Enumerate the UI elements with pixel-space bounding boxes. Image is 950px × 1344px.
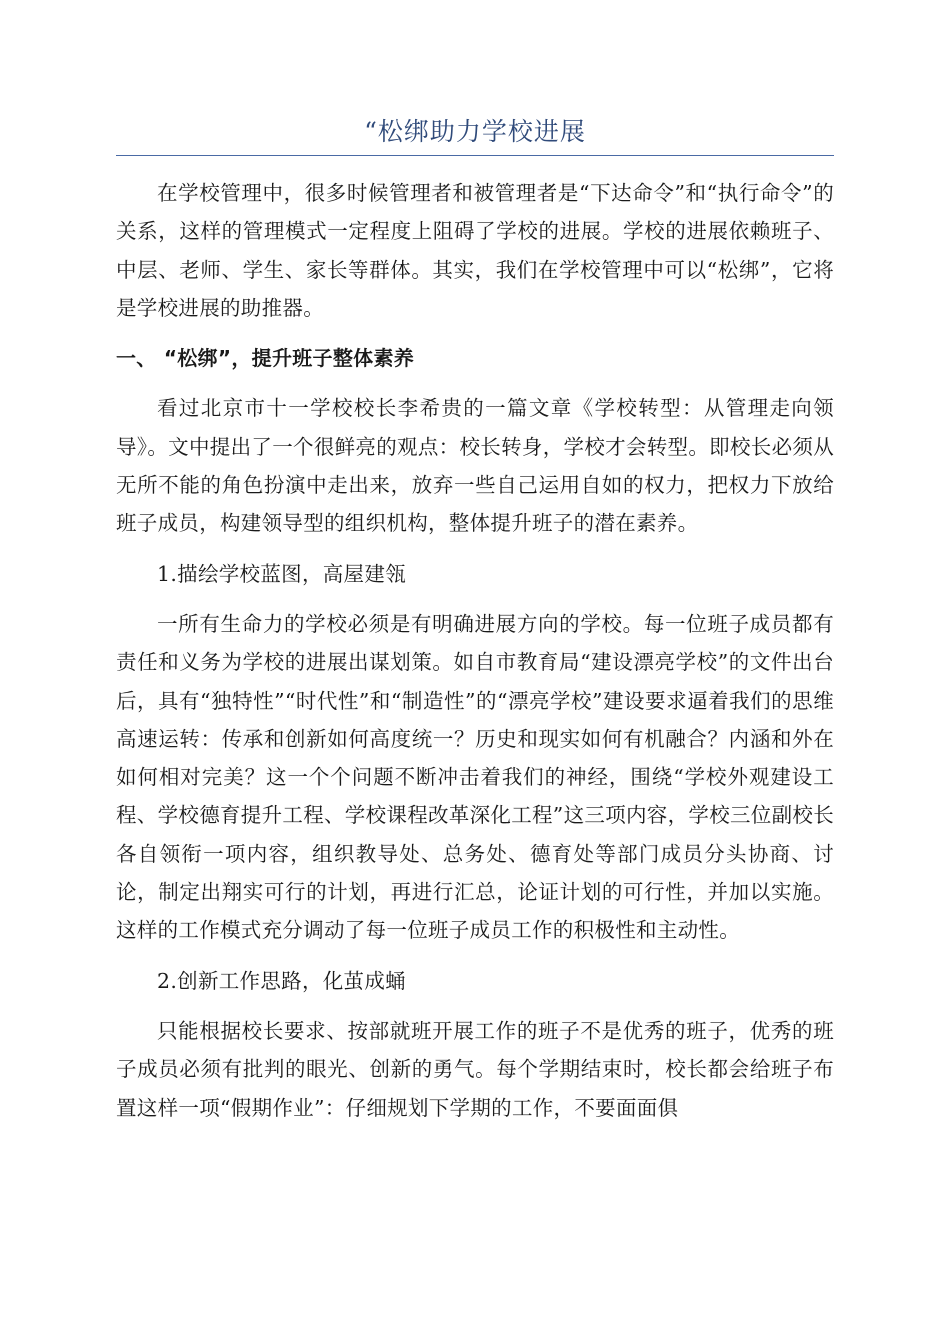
subsection-1-heading: 1.描绘学校蓝图，高屋建瓴: [157, 561, 406, 586]
section-1-paragraph: 看过北京市十一学校校长李希贵的一篇文章《学校转型：从管理走向领导》。文中提出了一个很鲜亮的观点：校长转身，学校才会转型。即校长必须从无所不能的角色扮演中走出来，放弃一些自己运用自如的权力，把权力下放给班子成员，构建领导型的组织机构，整体提升班子的潜在素养。: [116, 396, 834, 536]
subsection-2-paragraph: 只能根据校长要求、按部就班开展工作的班子不是优秀的班子，优秀的班子成员必须有批判的眼光、创新的勇气。每个学期结束时，校长都会给班子布置这样一项“假期作业”：仔细规划下学期的工作，不要面面俱: [116, 1018, 834, 1120]
document-page: [116, 112, 834, 1139]
document-title: “松绑助力学校进展: [116, 112, 834, 156]
subsection-1-paragraph: 一所有生命力的学校必须是有明确进展方向的学校。每一位班子成员都有责任和义务为学校的进展出谋划策。如自市教育局“建设漂亮学校”的文件出台后，具有“独特性”“时代性”和“制造性”的“漂亮学校”建设要求逼着我们的思维高速运转：传承和创新如何高度统一？历史和现实如何有机融合？内涵和外在如何相对完美？这一个个问题不断冲击着我们的神经，围绕“学校外观建设工程、学校德育提升工程、学校课程改革深化工程”这三项内容，学校三位副校长各自领衔一项内容，组织教导处、总务处、德育处等部门成员分头协商、讨论，制定出翔实可行的计划，再进行汇总，论证计划的可行性，并加以实施。这样的工作模式充分调动了每一位班子成员工作的积极性和主动性。: [116, 611, 834, 943]
intro-paragraph: 在学校管理中，很多时候管理者和被管理者是“下达命令”和“执行命令”的关系，这样的管理模式一定程度上阻碍了学校的进展。学校的进展依赖班子、中层、老师、学生、家长等群体。其实，我们在学校管理中可以“松绑”，它将是学校进展的助推器。: [116, 181, 834, 320]
section-1-heading: 一、 “松绑”，提升班子整体素养: [116, 346, 415, 371]
subsection-2-heading: 2.创新工作思路，化茧成蛹: [157, 968, 406, 993]
